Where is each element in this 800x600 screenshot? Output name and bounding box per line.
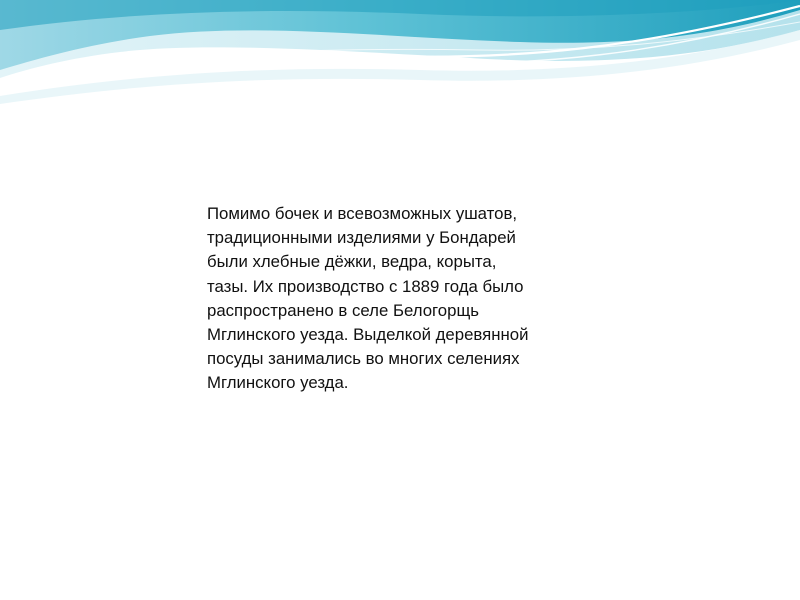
body-text-line: традиционными изделиями у Бондарей (207, 228, 516, 248)
body-text-line: Помимо бочек и всевозможных ушатов, (207, 204, 518, 223)
body-text-line: посуды занимались во многих селениях (207, 349, 520, 369)
body-text-line: распространено в селе Белогорщь (207, 300, 480, 320)
body-text-line: были хлебные дёжки, ведра, корыта, (207, 252, 497, 272)
body-text-line: тазы. Их производство с 1889 года было (207, 276, 524, 296)
wave-header-decoration (0, 0, 800, 110)
body-text-line: Мглинского уезда. Выделкой деревянной (207, 325, 529, 345)
body-text-line: Мглинского уезда. (207, 373, 349, 393)
body-text (207, 202, 607, 396)
